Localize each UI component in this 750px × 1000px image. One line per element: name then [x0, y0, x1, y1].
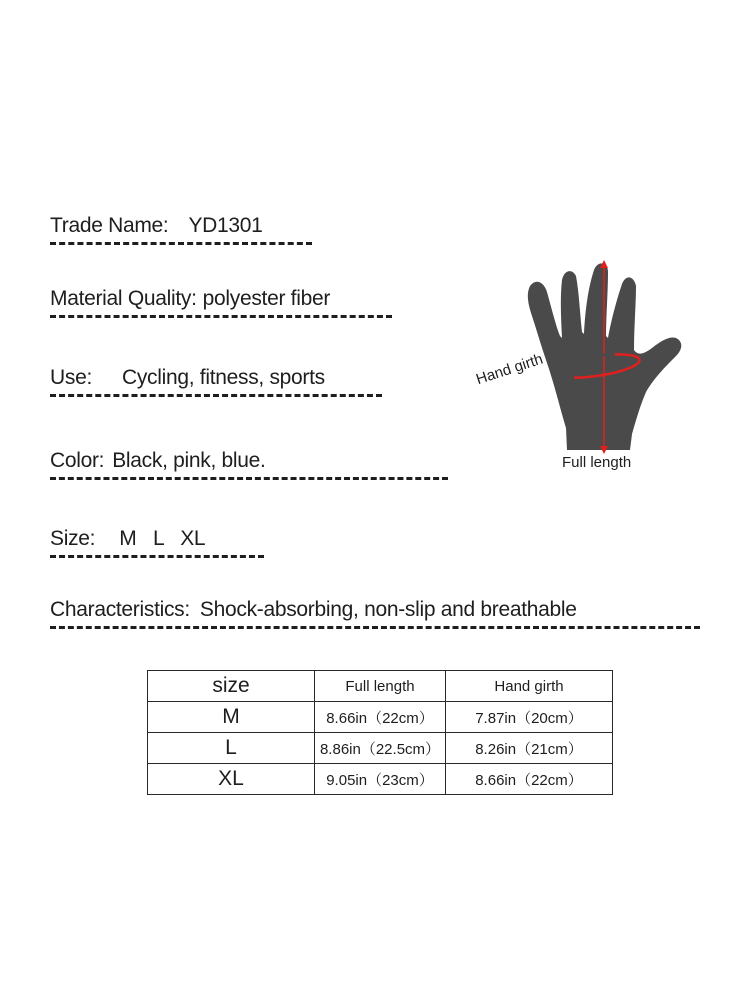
hand-girth-cell: 8.26in（21cm） — [446, 733, 613, 764]
size-cell: M — [148, 702, 315, 733]
full-length-cell: 8.66in（22cm） — [315, 702, 446, 733]
size-chart-table — [147, 670, 613, 795]
size-cell: L — [148, 733, 315, 764]
spec-size — [50, 527, 264, 558]
header-hand-girth: Hand girth — [446, 671, 613, 702]
dashed-divider — [50, 626, 700, 629]
spec-label: Trade Name: — [50, 214, 169, 237]
header-full-length: Full length — [315, 671, 446, 702]
table-row — [148, 702, 613, 733]
spec-label: Size: — [50, 527, 96, 550]
size-cell: XL — [148, 764, 315, 795]
hand-girth-cell: 7.87in（20cm） — [446, 702, 613, 733]
dashed-divider — [50, 315, 392, 318]
dashed-divider — [50, 555, 264, 558]
spec-value: polyester fiber — [202, 287, 331, 310]
spec-label: Characteristics: — [50, 598, 190, 621]
hand-girth-label: Hand girth — [474, 350, 546, 389]
spec-value: M L XL — [119, 527, 206, 550]
spec-value: YD1301 — [188, 214, 263, 237]
hand-measurement-diagram — [470, 258, 710, 478]
full-length-cell: 9.05in（23cm） — [315, 764, 446, 795]
spec-value: Black, pink, blue. — [112, 449, 266, 472]
spec-label: Material Quality: — [50, 287, 197, 310]
hand-girth-cell: 8.66in（22cm） — [446, 764, 613, 795]
spec-characteristics — [50, 598, 700, 629]
full-length-label: Full length — [562, 454, 632, 471]
dashed-divider — [50, 242, 312, 245]
full-length-cell: 8.86in（22.5cm） — [315, 733, 446, 764]
table-header-row — [148, 671, 613, 702]
spec-label: Use: — [50, 366, 92, 389]
table-row — [148, 764, 613, 795]
spec-value: Cycling, fitness, sports — [121, 366, 325, 389]
spec-color — [50, 449, 448, 480]
spec-label: Color: — [50, 449, 105, 472]
dashed-divider — [50, 477, 448, 480]
spec-use — [50, 366, 382, 397]
dashed-divider — [50, 394, 382, 397]
spec-value: Shock-absorbing, non-slip and breathable — [199, 598, 577, 621]
spec-trade-name — [50, 214, 312, 245]
header-size: size — [148, 671, 315, 702]
spec-material — [50, 287, 392, 318]
table-row — [148, 733, 613, 764]
